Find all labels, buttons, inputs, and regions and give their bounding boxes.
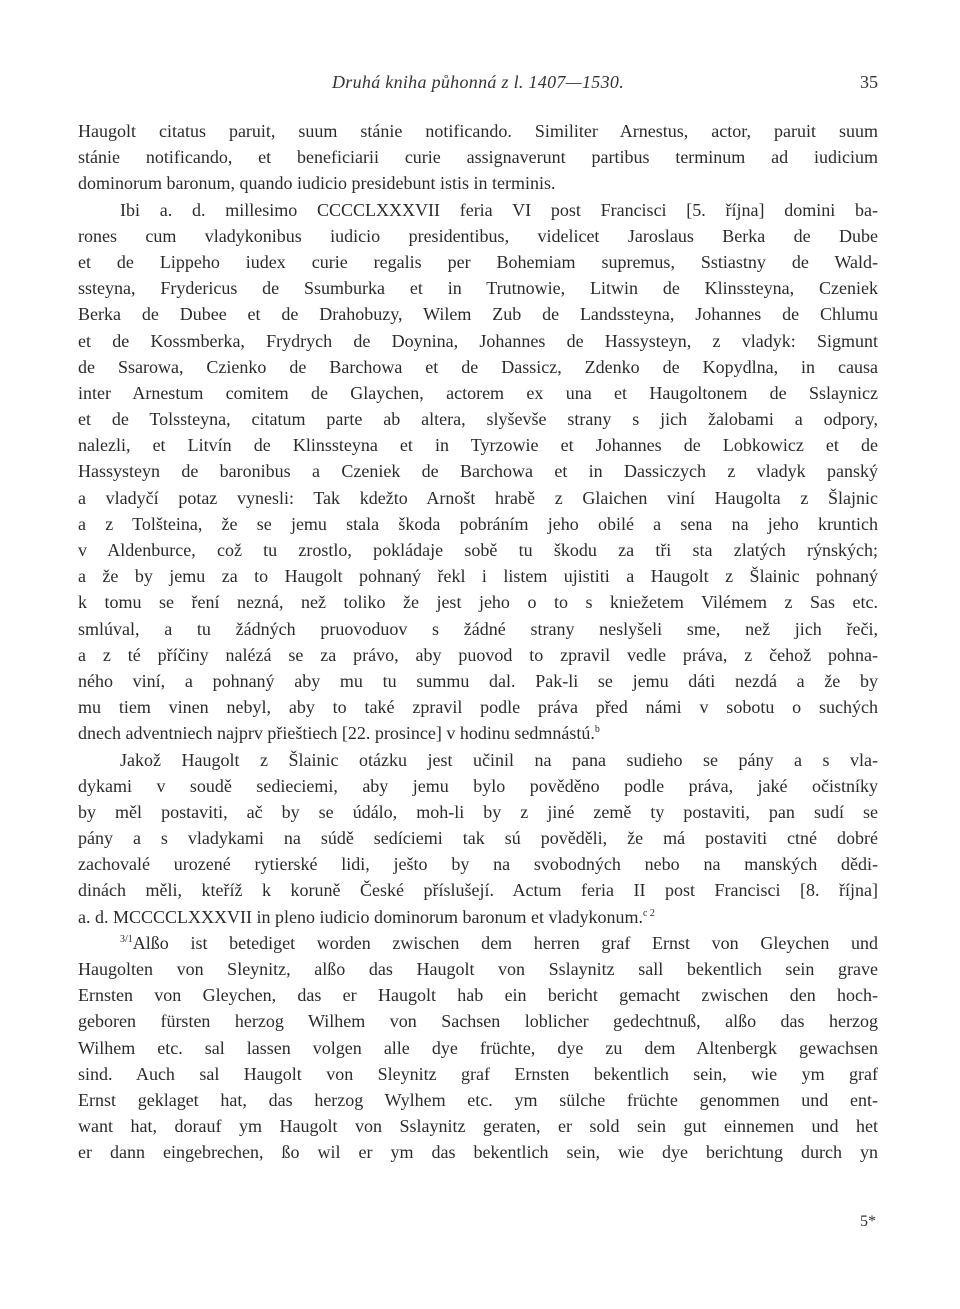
footnote-mark: c 2 xyxy=(642,907,655,919)
text-line: de Ssarowa, Czienko de Barchowa et de Dassicz, Zdenko de Kopydlna, in causa xyxy=(78,356,878,377)
text-line xyxy=(78,904,878,930)
text-line-content: Alßo ist betediget worden zwischen dem herren graf Ernst von Gleychen und xyxy=(132,932,878,953)
text-line: et de Tolssteyna, citatum parte ab altera, slyševše strany s jich žalobami a odpory, xyxy=(78,409,878,430)
text-line: smlúval, a tu žádných pruovoduov s žádné strany neslyšeli sme, než jich řeči, xyxy=(78,618,878,639)
text-line: rones cum vladykonibus iudicio presidentibus, videlicet Jaroslaus Berka de Dube xyxy=(78,225,878,246)
text-line-content: a. d. MCCCCLXXXVII in pleno iudicio dominorum baronum et vladykonum. xyxy=(78,906,643,927)
page-number: 35 xyxy=(860,72,878,92)
text-line: geboren fürsten herzog Wilhem von Sachsen loblicher gedechtnuß, alßo das herzog xyxy=(78,1011,878,1032)
text-line: a z té příčiny nalézá se za právo, aby puovod to zpravil vedle práva, z čehož pohna- xyxy=(78,644,878,665)
text-line: zachovalé urozené rytierské lidi, ješto by na svobodných nebo na manských dědi- xyxy=(78,854,878,875)
text-line: Haugolten von Sleynitz, alßo das Haugolt von Sslaynitz sall bekentlich sein grave xyxy=(78,959,878,979)
text-line: Ernsten von Gleychen, das er Haugolt hab ein bericht gemacht zwischen den hoch- xyxy=(78,985,878,1006)
text-line: k tomu se ření nezná, než toliko že jest jeho o to s kniežetem Vilémem z Sas etc. xyxy=(78,592,878,613)
body-text xyxy=(78,118,878,1166)
signature-mark: 5* xyxy=(860,1213,876,1230)
folio-mark: 3/1 xyxy=(120,933,133,945)
text-line: Haugolt citatus paruit, suum stánie notificando. Similiter Arnestus, actor, paruit suum xyxy=(78,121,878,141)
text-line: dominorum baronum, quando iudicio presidebunt istis in terminis. xyxy=(78,173,556,194)
text-line xyxy=(78,930,878,956)
text-line: Ernst geklaget hat, das herzog Wylhem etc. ym sülche früchte genommen und ent- xyxy=(78,1089,878,1110)
text-line-content: dnech adventniech najprv přieštiech [22. prosince] v hodinu sedmnástú. xyxy=(78,723,595,744)
text-line: et de Lippeho iudex curie regalis per Bohemiam supremus, Sstiastny de Wald- xyxy=(78,251,878,272)
text-line: sind. Auch sal Haugolt von Sleynitz graf Ernsten bekentlich sein, wie ym graf xyxy=(78,1063,878,1084)
text-line: et de Kossmberka, Frydrych de Doynina, Johannes de Hassysteyn, z vladyk: Sigmunt xyxy=(78,330,878,351)
text-line: dykami v soudě sedieciemi, aby jemu bylo pověděno podle práva, jaké očistníky xyxy=(78,775,878,796)
text-line: Hassysteyn de baronibus a Czeniek de Barchowa et in Dassiczych z vladyk panský xyxy=(78,461,878,482)
text-line: nalezli, et Litvín de Klinssteyna et in Tyrzowie et Johannes de Lobkowicz et de xyxy=(78,435,878,456)
text-line: Berka de Dubee et de Drahobuzy, Wilem Zub de Landssteyna, Johannes de Chlumu xyxy=(78,304,878,325)
text-line: mu tiem vinen nebyl, aby to také zpravil podle práva před námi v sobotu o suchých xyxy=(78,697,878,718)
text-line: a vladyčí potaz vynesli: Tak kdežto Arnošt hrabě z Glaichen viní Haugolta z Šlajnic xyxy=(78,487,878,508)
text-line: inter Arnestum comitem de Glaychen, actorem ex una et Haugoltonem de Sslaynicz xyxy=(78,382,878,403)
text-line: dinách měli, kteříž k koruně České příslušejí. Actum feria II post Francisci [8. října] xyxy=(78,880,878,901)
text-line: pány a s vladykami na súdě sedíciemi tak sú pověděli, že má postaviti ctné dobré xyxy=(78,828,878,849)
text-line: stánie notificando, et beneficiarii curie assignaverunt partibus terminum ad iudicium xyxy=(78,147,878,168)
running-title: Druhá kniha půhonná z l. 1407—1530. xyxy=(331,72,624,92)
text-line: er dann eingebrechen, ßo wil er ym das bekentlich sein, wie dye berichtung durch yn xyxy=(78,1142,878,1163)
text-line: Ibi a. d. millesimo CCCCLXXXVII feria VI post Francisci [5. října] domini ba- xyxy=(120,199,878,220)
text-line: Wilhem etc. sal lassen volgen alle dye früchte, dye zu dem Altenbergk gewachsen xyxy=(78,1037,878,1058)
text-line: a z Tolšteina, že se jemu stala škoda pobráním jeho obilé a sena na jeho kruntich xyxy=(78,513,878,534)
text-line: Jakož Haugolt z Šlainic otázku jest učinil na pana sudieho se pány a s vla- xyxy=(120,749,878,770)
text-line: by měl postaviti, ač by se údálo, moh-li by z jiné země ty postaviti, pan sudí se xyxy=(78,801,878,822)
text-line: want hat, dorauf ym Haugolt von Sslaynitz geraten, er sold sein gut einnemen und het xyxy=(78,1116,878,1137)
text-line: a že by jemu za to Haugolt pohnaný řekl i listem ujistiti a Haugolt z Šlainic pohnaný xyxy=(78,566,878,587)
footnote-mark: b xyxy=(594,724,600,736)
text-line: ného viní, a pohnaný aby mu tu summu dal. Pak-li se jemu dáti nezdá a že by xyxy=(78,670,878,691)
page-header xyxy=(78,72,878,102)
text-line xyxy=(78,720,878,746)
text-line: ssteyna, Frydericus de Ssumburka et in Trutnowie, Litwin de Klinssteyna, Czeniek xyxy=(78,278,878,299)
text-line: v Aldenburce, což tu zrostlo, pokládaje sobě tu škodu za tři sta zlatých rýnských; xyxy=(78,540,878,560)
